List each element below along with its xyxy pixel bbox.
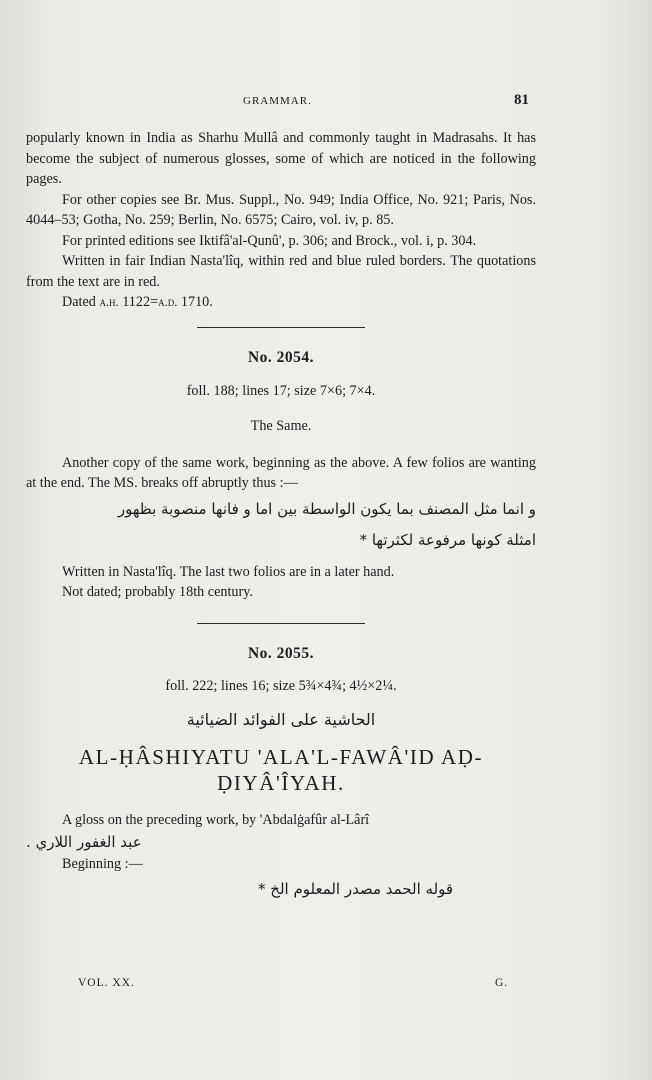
arabic-quote-line-2: امثلة كونها مرفوعة لكثرتها * xyxy=(359,530,536,549)
continuation-paragraph-1: popularly known in India as Sharhu Mullâ and commonly taught in Madrasahs. It has become the subject of numerous glosses, some of which are noticed in the following pages. xyxy=(26,130,536,187)
dated-label: Dated xyxy=(62,294,96,310)
arabic-beginning: قوله الحمد مصدر المعلوم الخ * xyxy=(258,879,454,898)
beginning-label: Beginning :— xyxy=(62,856,143,872)
dated-era-ah: a.h. xyxy=(99,295,119,309)
entry-title-2055 xyxy=(26,744,536,796)
volume-label: VOL. XX. xyxy=(78,977,135,989)
entry-title-2054: The Same. xyxy=(250,417,312,434)
dated-year-ah: 1122= xyxy=(122,294,159,310)
entry-title-line-2: ḌIYÂ'ÎYAH. xyxy=(217,770,345,795)
dated-era-ad: a.d. xyxy=(158,295,178,309)
arabic-quote-line-1: و انما مثل المصنف بما يكون الواسطة بين اما و فانها منصوبة بظهور xyxy=(117,499,536,518)
running-head: GRAMMAR. xyxy=(243,95,312,107)
page-footer xyxy=(0,977,652,997)
signature-mark: G. xyxy=(495,977,509,989)
entry-note-2054-date: Not dated; probably 18th century. xyxy=(62,584,253,600)
entry-specs-2054: foll. 188; lines 17; size 7×6; 7×4. xyxy=(186,382,376,399)
page-header xyxy=(0,92,652,112)
section-divider xyxy=(197,623,365,624)
entry-description-2055: A gloss on the preceding work, by 'Abdalġafûr al-Lârî xyxy=(62,811,370,828)
dated-line xyxy=(26,292,536,313)
arabic-author-text: عبد الغفور اللاري . xyxy=(26,833,142,851)
section-divider xyxy=(197,327,365,328)
entry-description-2054: Another copy of the same work, beginning as the above. A few folios are wanting at the end. The MS. breaks off abruptly thus :— xyxy=(26,454,536,491)
continuation-paragraph-2: For other copies see Br. Mus. Suppl., No. 949; India Office, No. 921; Paris, Nos. 4044–53; Gotha, No. 259; Berlin, No. 6575; Cairo, vol. iv, p. 85. xyxy=(26,191,536,228)
entry-note-2054-hand: Written in Nasta'lîq. The last two folios are in a later hand. xyxy=(62,563,395,580)
entry-number-2055: No. 2055. xyxy=(247,644,315,662)
page-number: 81 xyxy=(514,92,529,108)
continuation-paragraph-3: For printed editions see Iktifâ'al-Qunû', p. 306; and Brock., vol. i, p. 304. xyxy=(62,232,477,249)
page-body xyxy=(26,128,536,903)
dated-year-ad: 1710. xyxy=(180,294,213,310)
arabic-title-2055: الحاشية على الفوائد الضيائية xyxy=(186,709,376,729)
entry-title-line-1: AL-ḤÂSHIYATU 'ALA'L-FAWÂ'ID AḌ- xyxy=(78,744,484,769)
continuation-paragraph-4: Written in fair Indian Nasta'lîq, within red and blue ruled borders. The quotations from the text are in red. xyxy=(26,253,536,290)
entry-specs-2055: foll. 222; lines 16; size 5¾×4¾; 4½×2¼. xyxy=(165,677,397,694)
entry-number-2054: No. 2054. xyxy=(247,348,315,366)
